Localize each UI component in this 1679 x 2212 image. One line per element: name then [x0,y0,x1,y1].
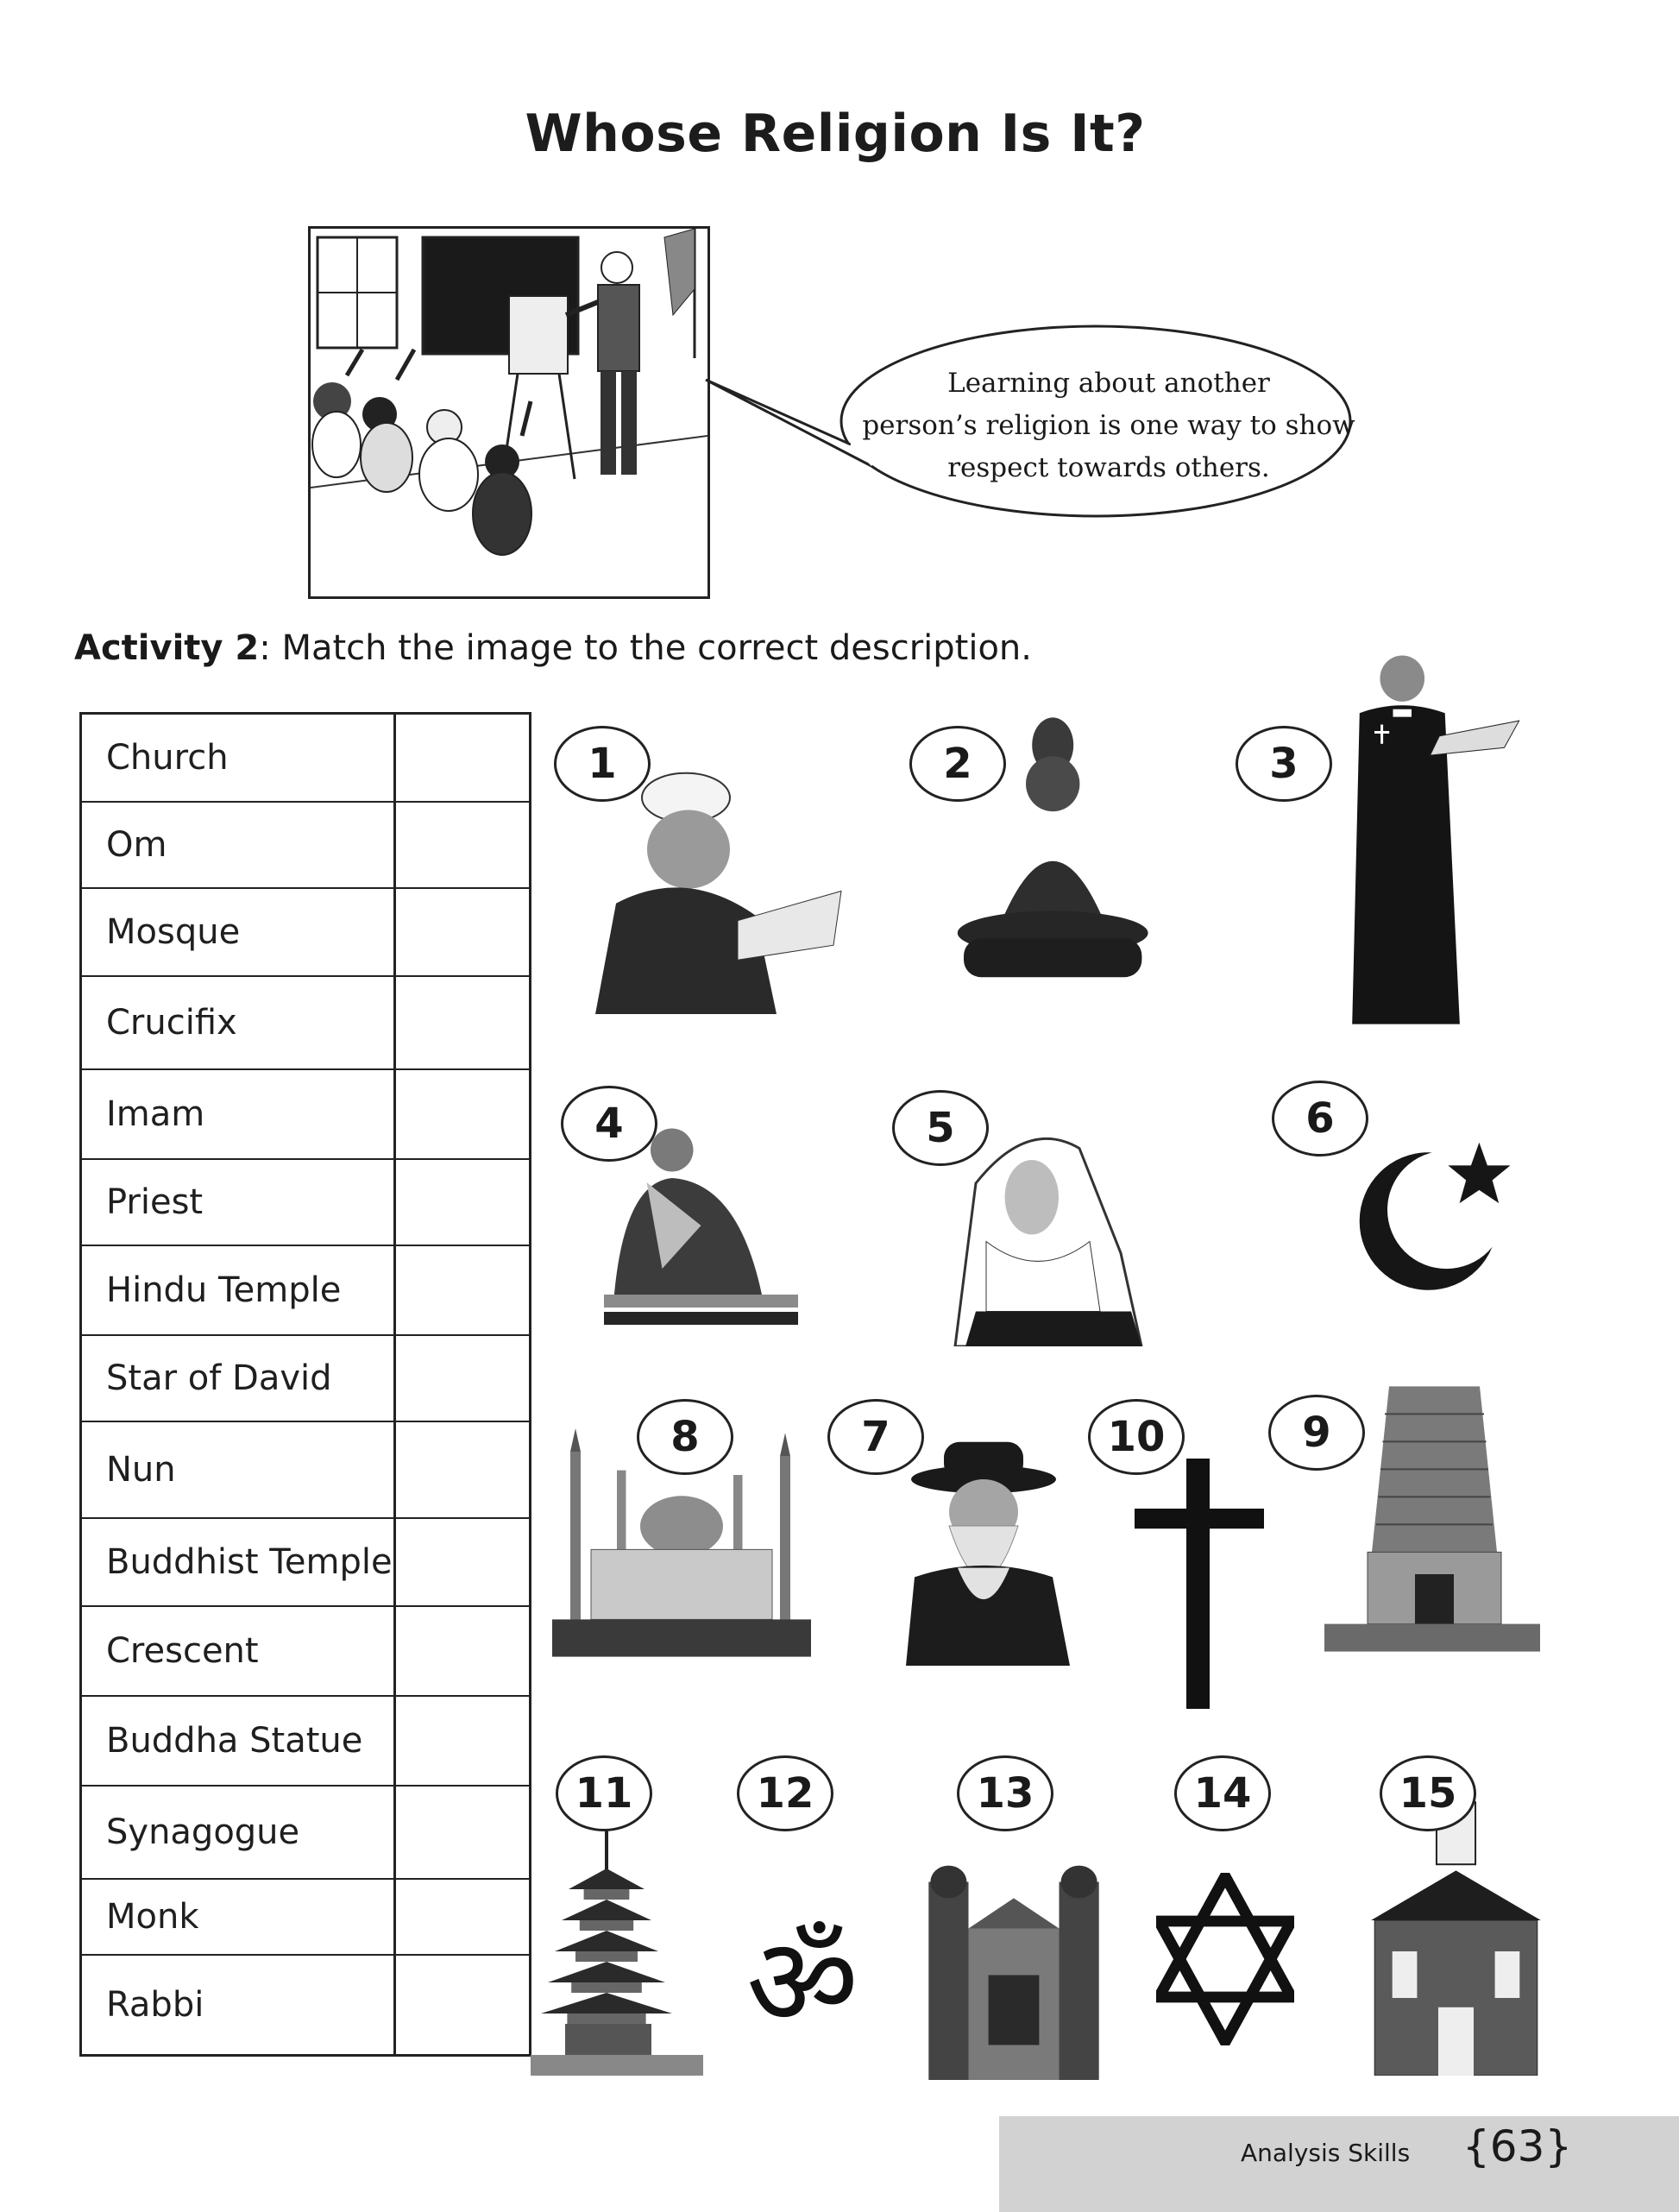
answer-cell[interactable] [396,1607,529,1695]
image-number-3: 3 [1236,726,1332,802]
footer-section-label: Analysis Skills [1241,2139,1411,2167]
table-row [82,1878,529,1954]
row-label: Crucifix [82,977,396,1068]
answer-cell[interactable] [396,1336,529,1421]
image-number-10: 10 [1088,1399,1185,1475]
table-row [82,1421,529,1517]
speech-line-1: Learning about another [947,368,1270,399]
crescent-star-icon [1355,1139,1519,1303]
row-label: Church [82,715,396,801]
table-row [82,1954,529,2054]
answer-cell[interactable] [396,1070,529,1158]
table-row [82,1158,529,1245]
answer-cell[interactable] [396,977,529,1068]
image-number-8: 8 [637,1399,733,1475]
answer-cell[interactable] [396,1519,529,1605]
table-row [82,801,529,887]
table-row [82,887,529,975]
image-number-15: 15 [1380,1755,1476,1831]
table-row [82,1245,529,1334]
table-row [82,1605,529,1695]
row-label: Om [82,803,396,887]
row-label: Crescent [82,1607,396,1695]
imam-image [595,768,854,1014]
image-number-7: 7 [827,1399,924,1475]
priest-image [1337,652,1523,1036]
pagoda-image [531,1817,703,2076]
row-label: Buddhist Temple [82,1519,396,1605]
speech-bubble-text [833,362,1385,489]
activity-text: : Match the image to the correct description. [259,628,1032,668]
answer-cell[interactable] [396,1422,529,1517]
row-label: Synagogue [82,1787,396,1878]
image-number-6: 6 [1272,1081,1368,1156]
star-of-david-icon [1156,1873,1294,2045]
image-number-14: 14 [1174,1755,1271,1831]
row-label: Mosque [82,889,396,975]
activity-instruction [74,628,1032,668]
table-row [82,1695,529,1785]
image-number-12: 12 [737,1755,833,1831]
answer-cell[interactable] [396,715,529,801]
image-number-4: 4 [561,1086,657,1162]
page-number: {63} [1462,2121,1573,2171]
table-row [82,1334,529,1421]
image-number-13: 13 [957,1755,1053,1831]
answer-cell[interactable] [396,1246,529,1334]
speech-line-2: person’s religion is one way to show [862,410,1355,441]
row-label: Hindu Temple [82,1246,396,1334]
classroom-illustration [308,226,710,599]
image-number-11: 11 [556,1755,652,1831]
synagogue-image [923,1847,1104,2080]
answer-cell[interactable] [396,1787,529,1878]
cross-icon [1135,1459,1264,1709]
activity-label: Activity 2 [74,628,260,668]
image-number-1: 1 [554,726,651,802]
rabbi-image [906,1433,1078,1666]
answer-cell[interactable] [396,1697,529,1785]
page-title: Whose Religion Is It? [525,104,1146,164]
answer-cell[interactable] [396,889,529,975]
answer-cell[interactable] [396,803,529,887]
row-label: Rabbi [82,1956,396,2054]
answer-cell[interactable] [396,1880,529,1954]
table-row [82,1785,529,1878]
row-label: Buddha Statue [82,1697,396,1785]
image-number-5: 5 [892,1090,989,1166]
row-label: Nun [82,1422,396,1517]
table-row [82,1517,529,1605]
image-number-2: 2 [909,726,1006,802]
om-icon [733,1916,871,2045]
matching-table [79,712,531,2057]
svg-text:ॐ: ॐ [746,1916,858,2045]
row-label: Star of David [82,1336,396,1421]
answer-cell[interactable] [396,1160,529,1245]
row-label: Imam [82,1070,396,1158]
image-number-9: 9 [1268,1395,1365,1471]
row-label: Monk [82,1880,396,1954]
answer-cell[interactable] [396,1956,529,2054]
table-row [82,715,529,801]
table-row [82,1068,529,1158]
row-label: Priest [82,1160,396,1245]
speech-line-3: respect towards others. [947,452,1270,483]
table-row [82,975,529,1068]
